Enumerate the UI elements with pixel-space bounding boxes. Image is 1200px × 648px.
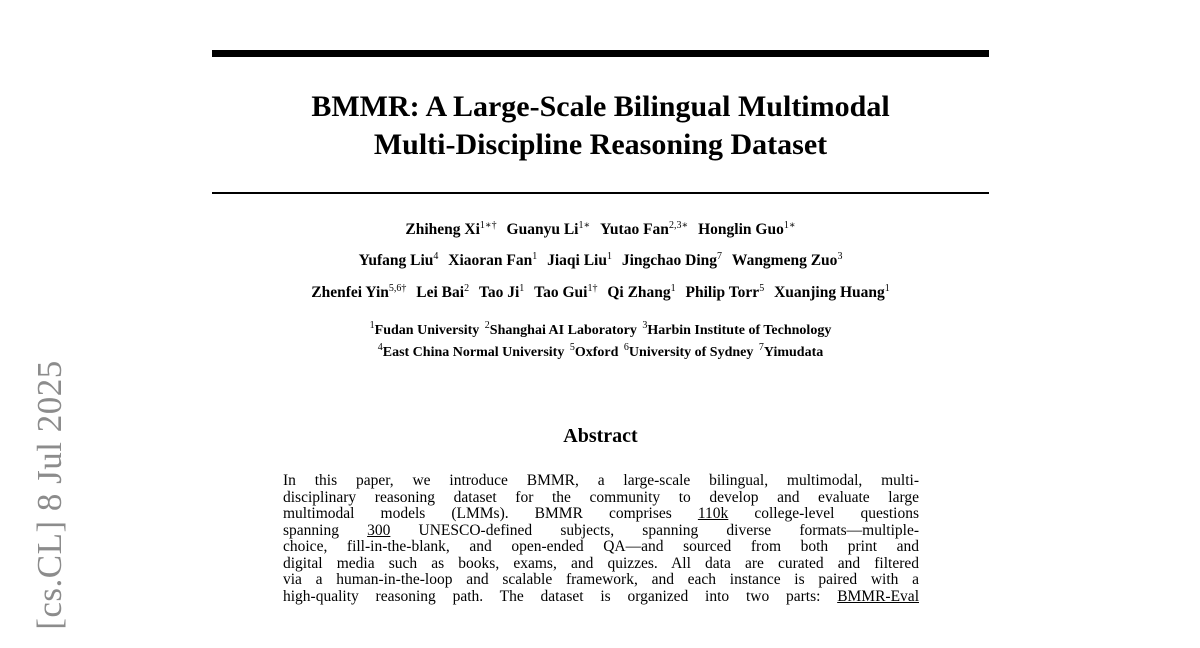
affiliation-line <box>212 339 989 362</box>
abstract-text: disciplinary reasoning dataset for the community to develop and evaluate large <box>283 488 919 506</box>
abstract-text: UNESCO-defined subjects, spanning diverse formats—multiple- <box>390 521 919 539</box>
title-divider <box>212 192 989 194</box>
abstract-heading: Abstract <box>563 425 638 447</box>
abstract-text: digital media such as books, exams, and quizzes. All data are curated and filtered <box>283 554 919 572</box>
abstract-text: via a human-in-the-loop and scalable framework, and each instance is paired with a <box>283 571 919 588</box>
affiliation: $^6$University of Sydney <box>623 342 754 360</box>
author: Honglin Guo$^{1∗}$ <box>698 220 796 238</box>
author: Xuanjing Huang$^1$ <box>774 283 890 301</box>
abstract-text: high-quality reasoning path. The dataset is organized into two parts: <box>283 587 838 605</box>
abstract-body <box>283 473 919 605</box>
author-line <box>212 247 989 271</box>
affiliation-line <box>212 317 989 340</box>
top-rule <box>212 50 989 57</box>
affiliation: $^2$Shanghai AI Laboratory <box>484 320 637 338</box>
abstract-line <box>283 556 919 573</box>
author: Philip Torr$^5$ <box>685 283 765 301</box>
underlined-term: 110k <box>697 505 729 522</box>
author: Tao Gui$^{1\dagger}$ <box>534 283 598 301</box>
abstract-line <box>283 572 919 589</box>
author: Zhenfei Yin$^{5,6\dagger}$ <box>311 283 407 301</box>
author: Guanyu $Li^{1∗}$ <box>506 220 591 238</box>
underlined-term: BMMR-Eval <box>837 587 919 605</box>
abstract-line <box>283 490 919 507</box>
author: Jingchao Ding$^7$ <box>621 251 723 269</box>
author: Xiaoran Fan$^1$ <box>448 251 538 269</box>
abstract-line <box>283 473 919 490</box>
author-line <box>212 216 989 240</box>
author: Qi Zhang$^1$ <box>607 283 676 301</box>
author: Tao Ji$^1$ <box>478 283 525 301</box>
abstract-text: choice, fill-in-the-blank, and open-ended QA—and sourced from both print and <box>283 538 919 555</box>
abstract-text: In this paper, we introduce BMMR, a large-scale bilingual, multimodal, multi- <box>283 472 919 489</box>
author: Yufang Liu$^4$ <box>358 251 439 269</box>
title-line: BMMR: A Large-Scale Bilingual Multimodal <box>311 90 890 123</box>
author: Jiaqi Liu$^1$ <box>547 251 612 269</box>
affiliation: $^7$Yimudata <box>758 342 824 360</box>
author: Wangmeng Zuo$^3$ <box>731 251 843 269</box>
affiliation: $^1$Fudan University <box>369 320 480 338</box>
affiliation: $^3$Harbin Institute of Technology <box>642 320 832 338</box>
abstract-line <box>283 539 919 556</box>
arxiv-side-stamp: [cs.CL] 8 Jul 2025 <box>30 360 69 630</box>
author: Yutao Fan$^{2,3∗}$ <box>600 220 689 238</box>
author: Lei Bai$^2$ <box>416 283 470 301</box>
paper-title <box>212 88 989 164</box>
title-line: Multi-Discipline Reasoning Dataset <box>373 128 828 161</box>
underlined-term: 300 <box>367 521 391 539</box>
affiliation: $^5$Oxford <box>569 342 619 360</box>
abstract-text: multimodal models (LMMs). BMMR comprises <box>283 505 698 522</box>
abstract-line <box>283 506 919 523</box>
abstract-line <box>283 589 919 606</box>
abstract-line <box>283 523 919 540</box>
abstract-text: spanning <box>283 521 368 539</box>
abstract-text: college-level questions <box>728 505 920 522</box>
author: Zhiheng $Xi^{1∗\dagger}$ <box>405 220 497 238</box>
affiliation: $^4$East China Normal University <box>377 342 565 360</box>
author-line <box>212 279 989 303</box>
